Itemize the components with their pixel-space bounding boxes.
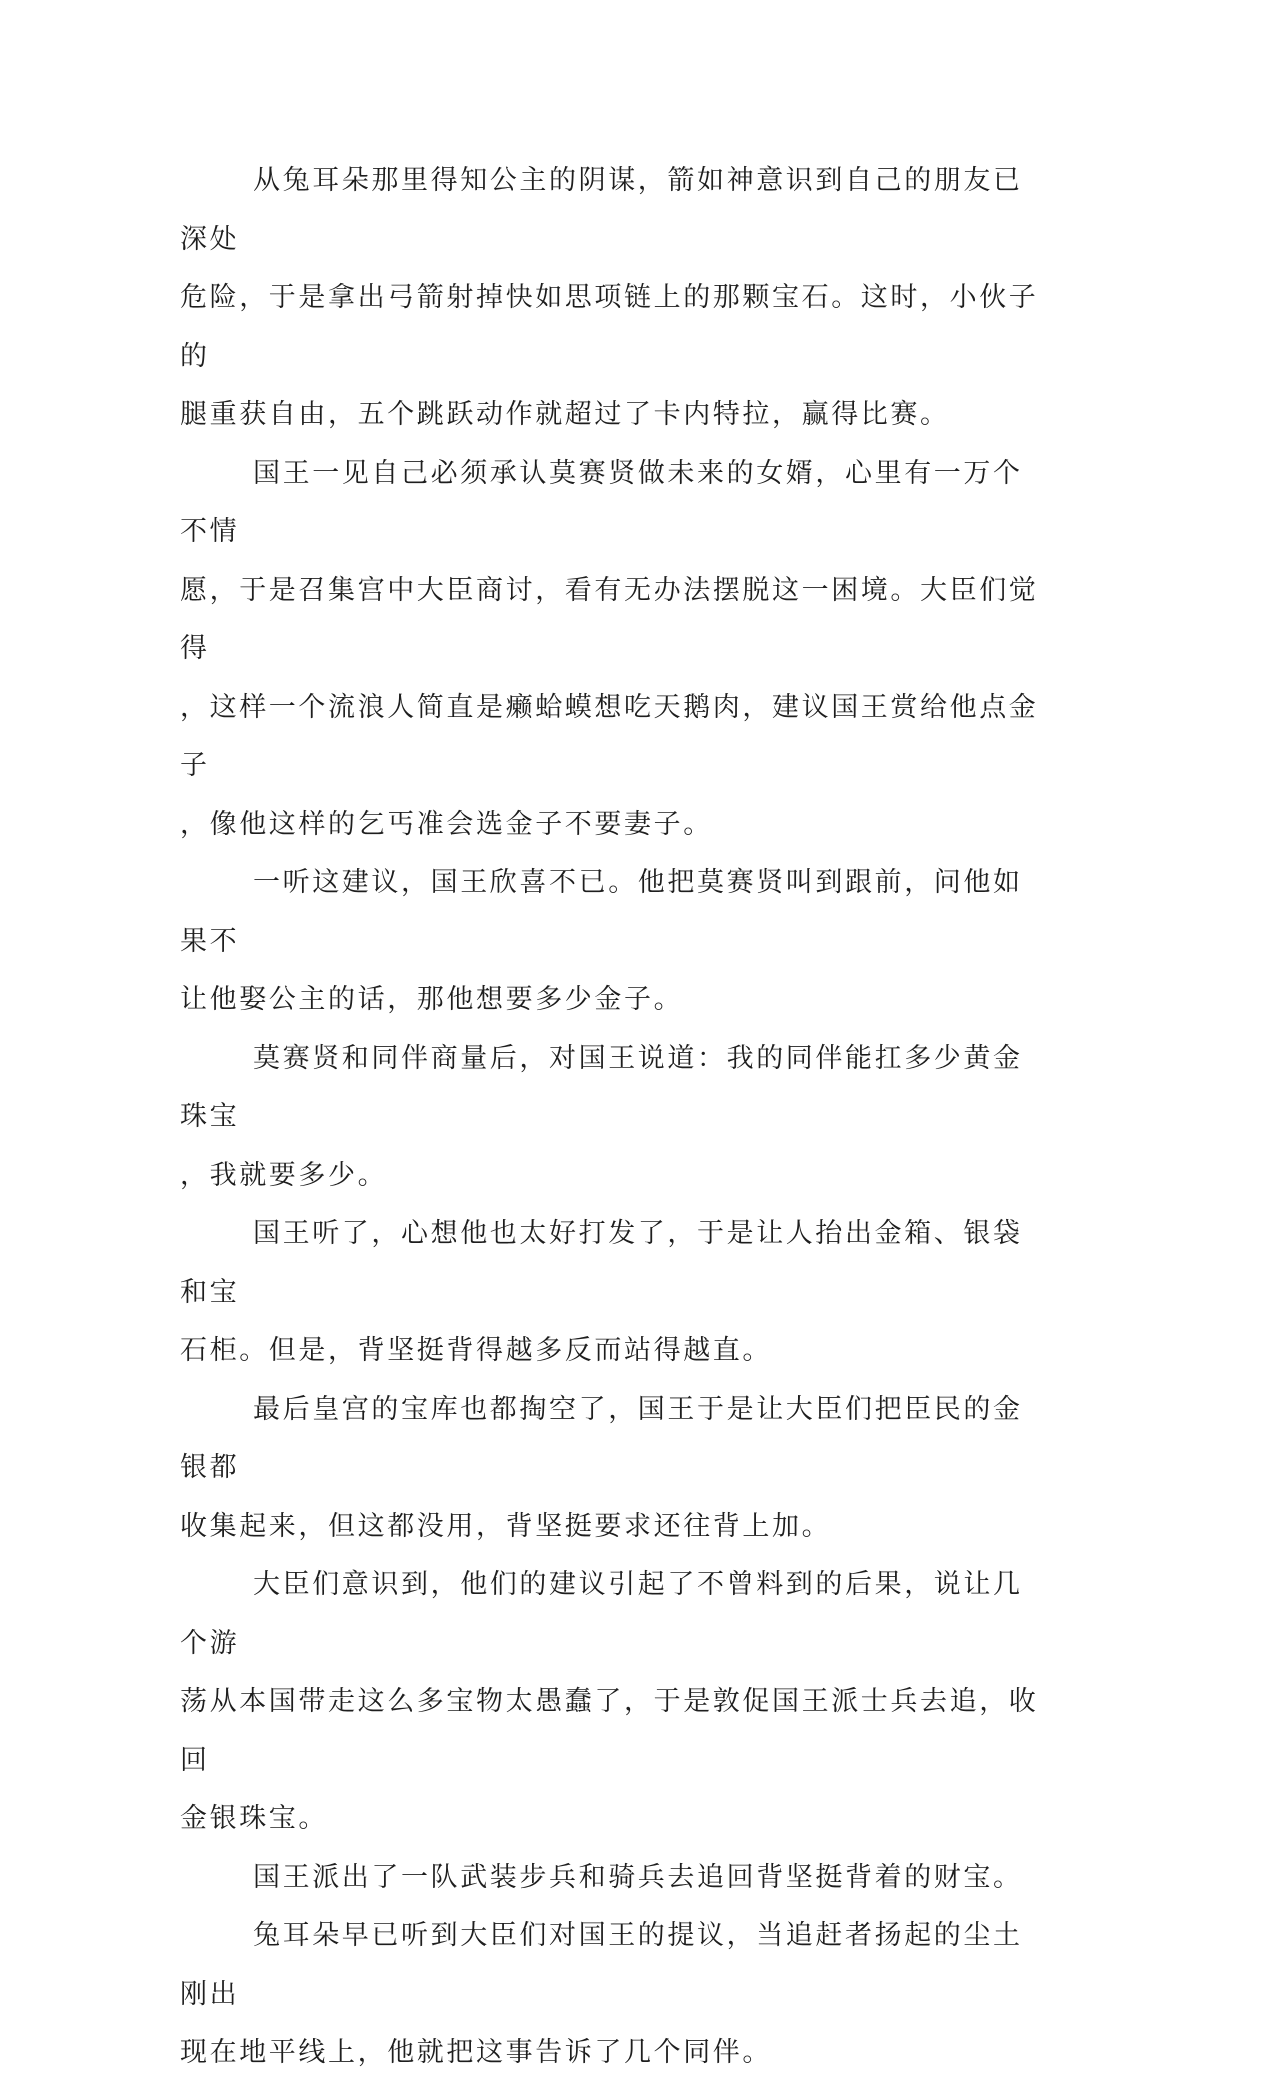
paragraph-2: 国王一见自己必须承认莫赛贤做未来的女婿，心里有一万个不情 愿，于是召集宫中大臣商讨，看有无办法摆脱这一困境。大臣们觉得 ，这样一个流浪人简直是癞蛤蟆想吃天鹅肉，建议国王赏给他点金子 ，像他这样的乞丐准会选金子不要妻子。: [180, 457, 1039, 840]
paragraph-1: 从兔耳朵那里得知公主的阴谋，箭如神意识到自己的朋友已深处 危险，于是拿出弓箭射掉快如思项链上的那颗宝石。这时，小伙子的 腿重获自由，五个跳跃动作就超过了卡内特拉，赢得比赛。: [180, 165, 1039, 430]
paragraph-7: 大臣们意识到，他们的建议引起了不曾料到的后果，说让几个游 荡从本国带走这么多宝物太愚蠢了，于是敦促国王派士兵去追，收回 金银珠宝。: [180, 1569, 1039, 1834]
paragraph-3: 一听这建议，国王欣喜不已。他把莫赛贤叫到跟前，问他如果不 让他娶公主的话，那他想要多少金子。: [180, 867, 1023, 1015]
paragraph-4: 莫赛贤和同伴商量后，对国王说道：我的同伴能扛多少黄金珠宝 ，我就要多少。: [180, 1042, 1023, 1191]
story-text: [180, 152, 1050, 2083]
paragraph-6: 最后皇宫的宝库也都掏空了，国王于是让大臣们把臣民的金银都 收集起来，但这都没用，背坚挺要求还往背上加。: [180, 1393, 1023, 1542]
paragraph-5: 国王听了，心想他也太好打发了，于是让人抬出金箱、银袋和宝 石柜。但是，背坚挺背得越多反而站得越直。: [180, 1218, 1023, 1366]
paragraph-9: 兔耳朵早已听到大臣们对国王的提议，当追赶者扬起的尘土刚出 现在地平线上，他就把这事告诉了几个同伴。: [180, 1920, 1023, 2068]
paragraph-8: 国王派出了一队武装步兵和骑兵去追回背坚挺背着的财宝。: [253, 1861, 1023, 1893]
